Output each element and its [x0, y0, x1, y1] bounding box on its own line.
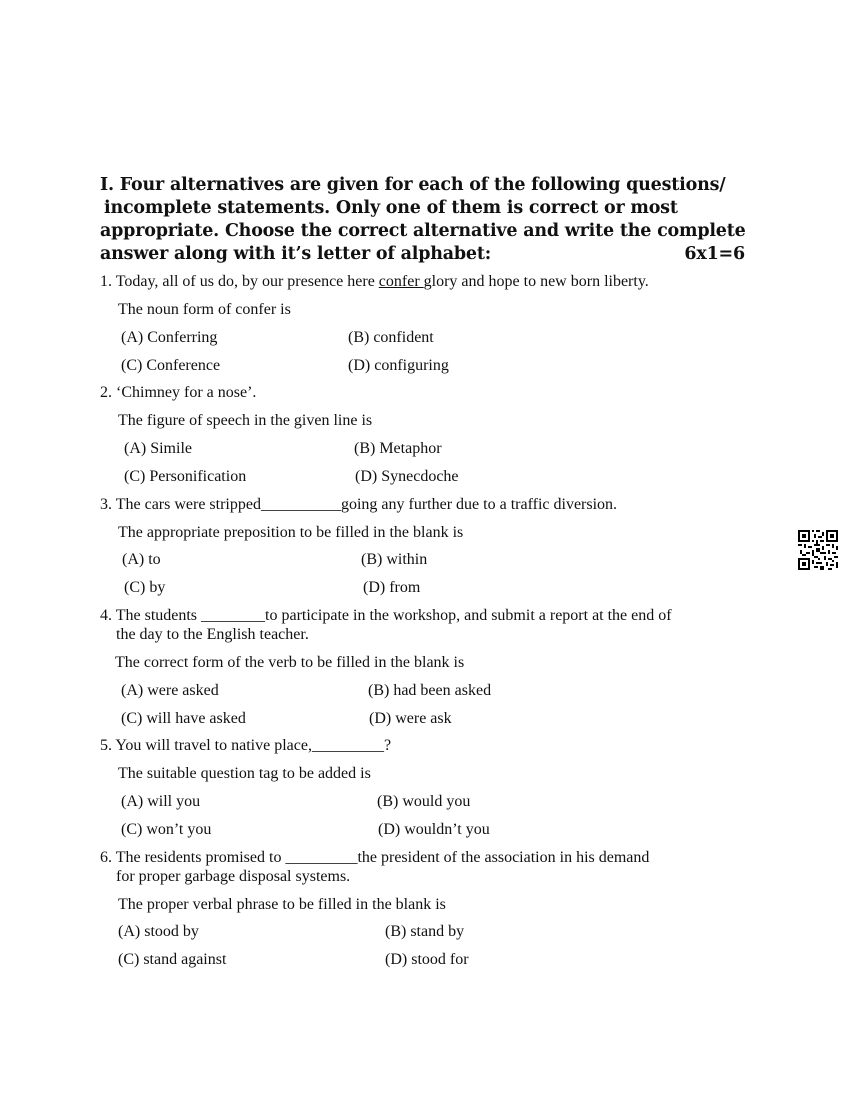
question-1-underlined-word: confer: [378, 273, 424, 290]
question-5-option-c: (C) won’t you: [121, 821, 212, 838]
question-1-option-c: (C) Conference: [121, 357, 221, 374]
question-6-prompt: The proper verbal phrase to be filled in the blank is: [118, 896, 446, 913]
question-1-option-a: (A) Conferring: [121, 329, 218, 346]
question-4-stem-line-2: the day to the English teacher.: [116, 626, 309, 643]
question-2-prompt: The figure of speech in the given line is: [118, 412, 373, 429]
question-5-option-a: (A) will you: [121, 793, 201, 810]
question-6-stem: 6. The residents promised to _________the president of the association in his demand: [100, 849, 650, 866]
question-4-option-c: (C) will have asked: [121, 710, 246, 727]
question-4-prompt: The correct form of the verb to be filled in the blank is: [115, 654, 465, 671]
question-5-option-d: (D) wouldn’t you: [378, 821, 490, 838]
marks-label: 6x1=6: [684, 244, 745, 264]
question-4-option-a: (A) were asked: [121, 682, 219, 699]
qr-code-icon: [798, 530, 838, 570]
question-6-option-b: (B) stand by: [385, 923, 465, 940]
question-1-option-b: (B) confident: [348, 329, 434, 346]
question-4-stem: 4. The students ________to participate in the workshop, and submit a report at the end of: [100, 607, 672, 624]
question-3-prompt: The appropriate preposition to be filled in the blank is: [118, 524, 464, 541]
question-2-stem: 2. ‘Chimney for a nose’.: [100, 384, 257, 401]
section-heading: [100, 174, 745, 266]
question-3-option-c: (C) by: [124, 579, 166, 596]
heading-line-4: [100, 243, 745, 266]
heading-line-2: incomplete statements. Only one of them is correct or most: [104, 198, 678, 218]
question-1-stem: [100, 272, 649, 291]
question-4-option-d: (D) were ask: [369, 710, 452, 727]
question-2-option-c: (C) Personification: [124, 468, 247, 485]
question-3-option-d: (D) from: [363, 579, 421, 596]
question-5-prompt: The suitable question tag to be added is: [118, 765, 371, 782]
question-5-stem: 5. You will travel to native place,_________?: [100, 737, 392, 754]
question-4-option-b: (B) had been asked: [368, 682, 492, 699]
question-3-option-b: (B) within: [361, 551, 428, 568]
question-6-option-a: (A) stood by: [118, 923, 199, 940]
heading-line-1: I. Four alternatives are given for each of the following questions/: [100, 175, 726, 195]
question-6-stem-line-2: for proper garbage disposal systems.: [116, 868, 351, 885]
question-1-prompt: The noun form of confer is: [118, 301, 291, 318]
question-5-option-b: (B) would you: [377, 793, 471, 810]
question-3-option-a: (A) to: [122, 551, 161, 568]
question-6-option-d: (D) stood for: [385, 951, 469, 968]
question-1-stem-after: glory and hope to new born liberty.: [423, 273, 649, 290]
question-1-option-d: (D) configuring: [348, 357, 449, 374]
question-2-option-d: (D) Synecdoche: [355, 468, 459, 485]
question-2-option-b: (B) Metaphor: [354, 440, 442, 457]
question-6-option-c: (C) stand against: [118, 951, 227, 968]
question-3-stem: 3. The cars were stripped__________going any further due to a traffic diversion.: [100, 496, 618, 513]
heading-line-3: appropriate. Choose the correct alternative and write the complete: [100, 221, 746, 241]
question-2-option-a: (A) Simile: [124, 440, 192, 457]
question-1-stem-before: 1. Today, all of us do, by our presence here: [100, 273, 379, 290]
heading-instruction: answer along with it’s letter of alphabet:: [100, 244, 492, 264]
